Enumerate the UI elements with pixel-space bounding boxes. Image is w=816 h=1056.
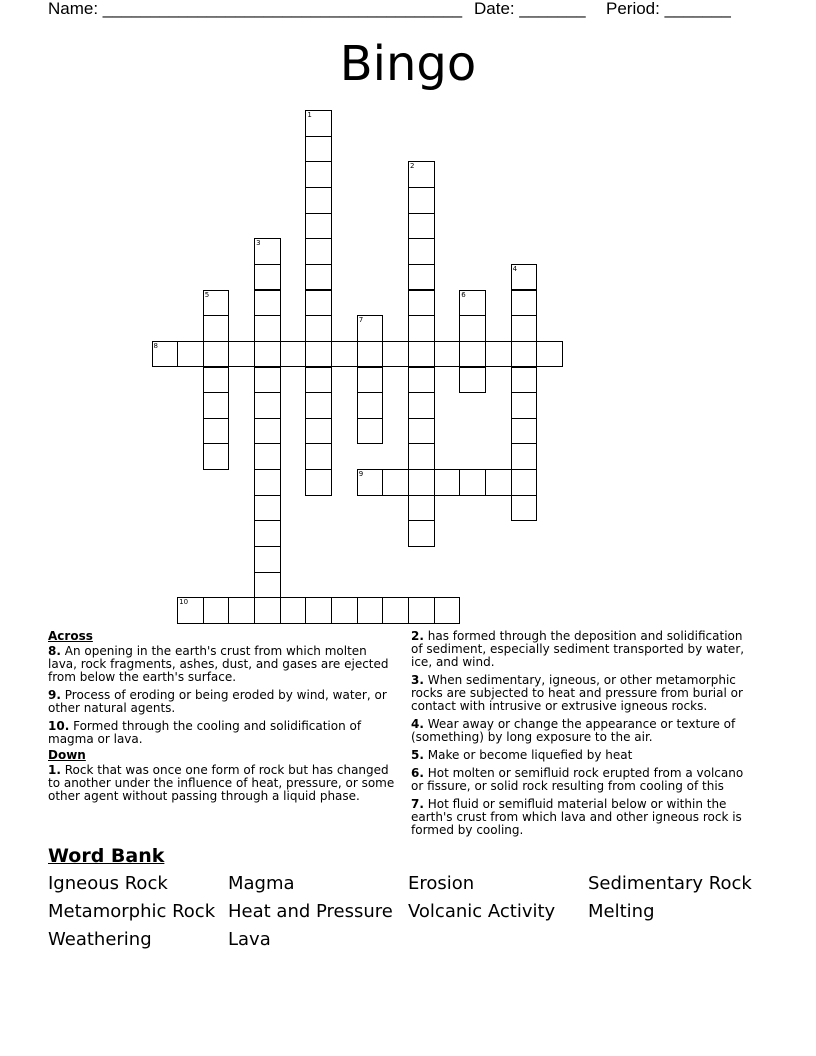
crossword-cell[interactable]: [485, 341, 512, 368]
crossword-cell[interactable]: [305, 341, 332, 368]
crossword-cell[interactable]: [511, 418, 538, 445]
crossword-cell[interactable]: [203, 392, 230, 419]
crossword-cell[interactable]: [408, 161, 435, 188]
crossword-cell[interactable]: [254, 546, 281, 573]
crossword-cell[interactable]: [408, 187, 435, 214]
crossword-cell[interactable]: [254, 392, 281, 419]
crossword-cell[interactable]: [382, 341, 409, 368]
crossword-cell[interactable]: [305, 367, 332, 394]
crossword-cell[interactable]: [254, 597, 281, 624]
crossword-cell[interactable]: [203, 367, 230, 394]
clue-across-9: 9. Process of eroding or being eroded by wind, water, or other natural agents.: [48, 688, 387, 715]
crossword-cell[interactable]: [203, 418, 230, 445]
word-bank-item: Sedimentary Rock: [588, 873, 752, 894]
crossword-cell[interactable]: [434, 469, 461, 496]
crossword-cell[interactable]: [203, 597, 230, 624]
clue-down-6: 6. Hot molten or semifluid rock erupted from a volcano or fissure, or solid rock resulting from cooling of this: [411, 766, 744, 793]
crossword-cell[interactable]: [152, 341, 179, 368]
crossword-cell[interactable]: [280, 341, 307, 368]
crossword-cell[interactable]: [511, 469, 538, 496]
clues-left-column: [48, 630, 398, 808]
crossword-cell[interactable]: [408, 443, 435, 470]
crossword-cell[interactable]: [408, 597, 435, 624]
word-bank-item: Weathering: [48, 929, 152, 950]
clue-down-3: 3. When sedimentary, igneous, or other metamorphic rocks are subjected to heat and pressure from burial or contact with intrusive or extrusive igneous rocks.: [411, 673, 743, 713]
clue-down-1: 1. Rock that was once one form of rock but has changed to another under the influence of heat, pressure, or some other agent without passing through a liquid phase.: [48, 763, 395, 803]
crossword-cell[interactable]: [485, 469, 512, 496]
crossword-cell[interactable]: [203, 290, 230, 317]
crossword-cell[interactable]: [408, 238, 435, 265]
crossword-cell[interactable]: [408, 264, 435, 291]
crossword-cell[interactable]: [254, 469, 281, 496]
crossword-cell[interactable]: [254, 341, 281, 368]
crossword-cell[interactable]: [408, 315, 435, 342]
period-field[interactable]: Period: _______: [606, 0, 731, 18]
crossword-cell[interactable]: [254, 443, 281, 470]
crossword-cell[interactable]: [305, 315, 332, 342]
crossword-cell[interactable]: [408, 367, 435, 394]
crossword-cell[interactable]: [305, 136, 332, 163]
crossword-cell[interactable]: [331, 341, 358, 368]
crossword-cell[interactable]: [228, 341, 255, 368]
crossword-cell[interactable]: [408, 418, 435, 445]
crossword-cell[interactable]: [305, 161, 332, 188]
date-field[interactable]: Date: _______: [474, 0, 586, 18]
crossword-cell[interactable]: [408, 290, 435, 317]
crossword-cell[interactable]: [434, 341, 461, 368]
name-field[interactable]: Name: ______________________________________: [48, 0, 463, 18]
clue-down-5: 5. Make or become liquefied by heat: [411, 748, 633, 762]
word-bank-title: Word Bank: [48, 845, 165, 867]
crossword-cell[interactable]: [511, 315, 538, 342]
clue-across-10: 10. Formed through the cooling and solidification of magma or lava.: [48, 719, 362, 746]
crossword-cell[interactable]: [459, 469, 486, 496]
clue-down-7: 7. Hot fluid or semifluid material below or within the earth's crust from which lava and other igneous rock is formed by cooling.: [411, 797, 742, 837]
crossword-cell[interactable]: [254, 315, 281, 342]
crossword-cell[interactable]: [511, 341, 538, 368]
word-bank-item: Igneous Rock: [48, 873, 168, 894]
crossword-cell[interactable]: [357, 367, 384, 394]
word-bank-item: Lava: [228, 929, 271, 950]
word-bank-item: Volcanic Activity: [408, 901, 556, 922]
crossword-cell[interactable]: [408, 392, 435, 419]
crossword-cell[interactable]: [305, 290, 332, 317]
crossword-cell[interactable]: [408, 213, 435, 240]
crossword-cell[interactable]: [434, 597, 461, 624]
clue-number: 3: [256, 239, 261, 248]
page-title: Bingo: [339, 36, 477, 92]
crossword-cell[interactable]: [357, 469, 384, 496]
crossword-cell[interactable]: [536, 341, 563, 368]
clue-number: 1: [307, 111, 312, 119]
crossword-cell[interactable]: [408, 341, 435, 368]
crossword-cell[interactable]: [305, 187, 332, 214]
crossword-cell[interactable]: [511, 264, 538, 291]
crossword-cell[interactable]: [203, 443, 230, 470]
clue-number: 4: [512, 264, 518, 273]
word-bank: [48, 873, 788, 951]
crossword-cell[interactable]: [254, 520, 281, 547]
crossword-cell[interactable]: [305, 264, 332, 291]
crossword-cell[interactable]: [511, 392, 538, 419]
crossword-cell[interactable]: [408, 520, 435, 547]
word-bank-item: Magma: [228, 873, 295, 894]
clue-across-8: 8. An opening in the earth's crust from which molten lava, rock fragments, ashes, dust, and gases are ejected from below the earth's surface.: [48, 644, 389, 684]
crossword-cell[interactable]: [305, 418, 332, 445]
clue-number: 8: [153, 341, 158, 350]
crossword-cell[interactable]: [459, 341, 486, 368]
crossword-cell[interactable]: [511, 367, 538, 394]
crossword-cell[interactable]: [459, 290, 486, 317]
crossword-cell[interactable]: [331, 597, 358, 624]
clue-number: 5: [204, 290, 210, 299]
clue-number: 2: [410, 162, 415, 171]
word-bank-item: Metamorphic Rock: [48, 901, 216, 922]
word-bank-item: Erosion: [408, 873, 475, 894]
crossword-cell[interactable]: [382, 469, 409, 496]
clues-right-column: [411, 630, 756, 842]
clue-number: 9: [358, 470, 364, 479]
crossword-cell[interactable]: [459, 367, 486, 394]
crossword-cell[interactable]: [511, 443, 538, 470]
crossword-cell[interactable]: [254, 418, 281, 445]
word-bank-item: Heat and Pressure: [228, 901, 393, 922]
crossword-cell[interactable]: [408, 469, 435, 496]
crossword-cell[interactable]: [177, 597, 204, 624]
crossword-cell[interactable]: [305, 597, 332, 624]
crossword-cell[interactable]: [280, 597, 307, 624]
crossword-cell[interactable]: [357, 315, 384, 342]
word-bank-item: Melting: [588, 901, 655, 922]
crossword-cell[interactable]: [408, 495, 435, 522]
crossword-cell[interactable]: [305, 238, 332, 265]
crossword-cell[interactable]: [357, 341, 384, 368]
crossword-cell[interactable]: [357, 418, 384, 445]
across-heading: Across: [48, 629, 93, 643]
crossword-cell[interactable]: [203, 341, 230, 368]
crossword-cell[interactable]: [357, 392, 384, 419]
crossword-cell[interactable]: [228, 597, 255, 624]
crossword-cell[interactable]: [511, 290, 538, 317]
header: [48, 0, 788, 22]
clue-number: 6: [461, 290, 466, 299]
crossword-cell[interactable]: [254, 290, 281, 317]
crossword-cell[interactable]: [382, 597, 409, 624]
down-heading: Down: [48, 748, 86, 762]
crossword-cell[interactable]: [305, 392, 332, 419]
crossword-cell[interactable]: [511, 495, 538, 522]
crossword-cell[interactable]: [305, 213, 332, 240]
crossword-cell[interactable]: [254, 572, 281, 599]
clue-down-2: 2. has formed through the deposition and solidification of sediment, especially sediment transported by water, ice, and wind.: [411, 629, 745, 669]
crossword-cell[interactable]: [254, 495, 281, 522]
clue-number: 7: [358, 316, 364, 325]
crossword-cell[interactable]: [177, 341, 204, 368]
crossword-cell[interactable]: [254, 264, 281, 291]
crossword-cell[interactable]: [459, 315, 486, 342]
crossword-cell[interactable]: [254, 238, 281, 265]
crossword-cell[interactable]: [305, 443, 332, 470]
crossword-cell[interactable]: [254, 367, 281, 394]
crossword-cell[interactable]: [305, 110, 332, 137]
clue-down-4: 4. Wear away or change the appearance or texture of (something) by long exposure to the air.: [411, 717, 736, 744]
crossword-cell[interactable]: [203, 315, 230, 342]
crossword-cell[interactable]: [357, 597, 384, 624]
clue-number: 10: [179, 598, 189, 607]
crossword-cell[interactable]: [305, 469, 332, 496]
